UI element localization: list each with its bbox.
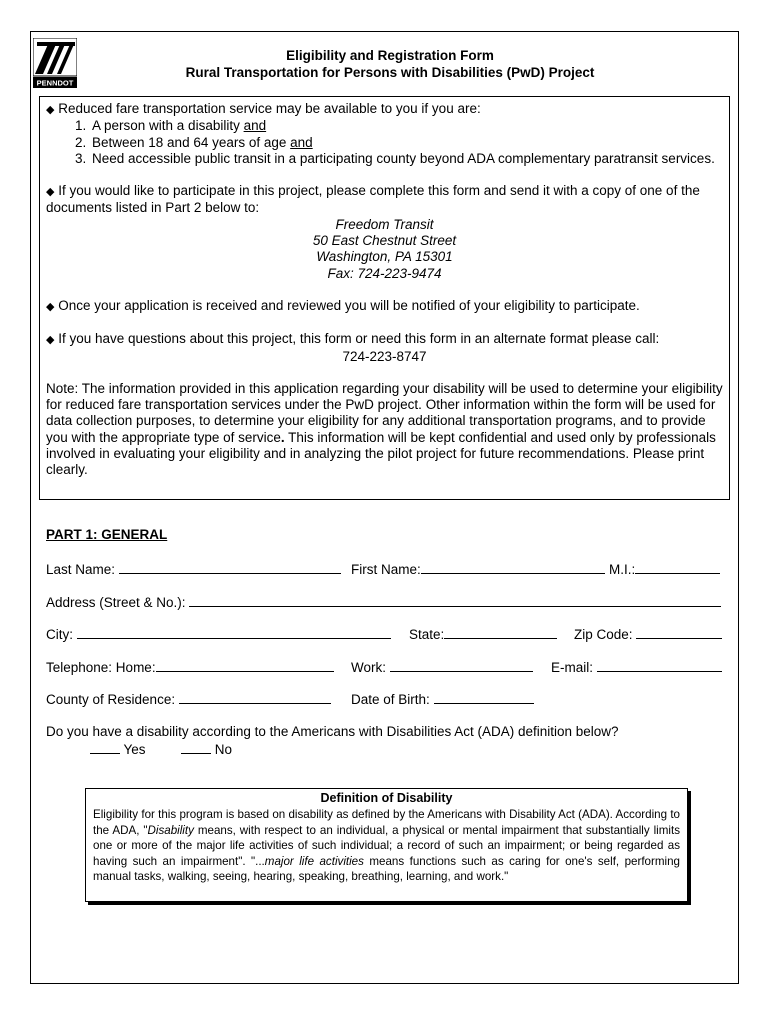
zip-code-line[interactable]: [636, 625, 722, 639]
disability-definition-box: [85, 788, 688, 902]
information-box: [39, 96, 730, 500]
no-label: No: [214, 742, 233, 757]
yes-option[interactable]: [90, 740, 146, 757]
county-field[interactable]: [46, 690, 331, 707]
address-line: Fax: 724-223-9474: [327, 265, 442, 281]
county-label: County of Residence:: [46, 692, 176, 707]
bullet-diamond-icon: ◆: [46, 104, 55, 116]
state-line[interactable]: [444, 625, 557, 639]
address-line: Washington, PA 15301: [316, 249, 453, 265]
address-field[interactable]: [46, 593, 721, 610]
county-row: [46, 690, 726, 708]
home-phone-field[interactable]: [46, 658, 334, 675]
no-line[interactable]: [181, 740, 211, 754]
last-name-field[interactable]: [46, 560, 341, 577]
form-subtitle: Rural Transportation for Persons with Disabilities (PwD) Project: [185, 65, 595, 80]
home-phone-line[interactable]: [156, 658, 334, 672]
city-line[interactable]: [77, 625, 391, 639]
mailing-address: [46, 217, 723, 282]
bullet-diamond-icon: ◆: [46, 186, 55, 199]
zip-code-field[interactable]: [574, 625, 722, 642]
notification-paragraph: ◆ Once your application is received and reviewed you will be notified of your eligibility to participate.: [46, 297, 640, 313]
contact-phone: 724-223-8747: [342, 348, 427, 364]
first-name-line[interactable]: [421, 560, 605, 574]
work-phone-label: Work:: [351, 660, 387, 675]
last-name-label: Last Name:: [46, 562, 116, 577]
logo-text: PENNDOT: [36, 78, 74, 88]
form-header: [100, 47, 680, 81]
city-row: [46, 625, 726, 643]
first-name-label: First Name:: [351, 562, 421, 577]
address-label: Address (Street & No.):: [46, 595, 186, 610]
address-line[interactable]: [189, 593, 721, 607]
address-line: 50 East Chestnut Street: [312, 233, 457, 249]
form-title: Eligibility and Registration Form: [286, 48, 494, 63]
date-of-birth-line[interactable]: [434, 690, 534, 704]
date-of-birth-label: Date of Birth:: [351, 692, 430, 707]
middle-initial-field[interactable]: [609, 560, 720, 577]
questions-paragraph: ◆ If you have questions about this project, this form or need this form in an alternate format please call:: [46, 331, 660, 347]
definition-text: Eligibility for this program is based on disability as defined by the Americans with Disability Act (ADA). According to the ADA, "Disability means, with respect to an individual, a physical or mental impairment that substantially limits one or more of the major life activities of such individual; a record of such an impairment; or being regarded as having such an impairment". "...major life activities means functions such as caring for one's self, performing manual tasks, walking, seeing, hearing, speaking, breathing, learning, and work.": [93, 808, 680, 884]
county-line[interactable]: [179, 690, 331, 704]
date-of-birth-field[interactable]: [351, 690, 534, 707]
yes-label: Yes: [123, 742, 146, 757]
bullet-diamond-icon: ◆: [46, 300, 55, 313]
email-field[interactable]: [551, 658, 722, 675]
name-row: [46, 560, 726, 578]
list-item: 3. Need accessible public transit in a participating county beyond ADA complementary paratransit services.: [90, 151, 723, 167]
list-item: 2. Between 18 and 64 years of age and: [90, 135, 723, 151]
part1-title: PART 1: GENERAL: [46, 527, 168, 542]
address-line: Freedom Transit: [335, 216, 434, 232]
address-row: [46, 593, 726, 611]
no-option[interactable]: [181, 740, 232, 757]
email-label: E-mail:: [551, 660, 594, 675]
requirements-list: [46, 118, 723, 167]
work-phone-line[interactable]: [390, 658, 533, 672]
city-label: City:: [46, 627, 73, 642]
eligibility-intro: ◆ Reduced fare transportation service may be available to you if you are:: [46, 101, 481, 116]
penndot-logo: [33, 38, 77, 88]
note-paragraph: Note: The information provided in this application regarding your disability will be used to determine your eligibility for reduced fare transportation services under the PwD project. Other information within the form will be used for data collection purposes, to determine your eligibility for any additional transportation programs, and to provide you with the appropriate type of service. This information will be kept confidential and used only by professionals involved in evaluating your eligibility and in analyzing the pilot project for future recommendations. Please print clearly.: [46, 380, 723, 478]
work-phone-field[interactable]: [351, 658, 533, 675]
city-field[interactable]: [46, 625, 391, 642]
participate-paragraph: ◆ If you would like to participate in this project, please complete this form and send it with a copy of one of the documents listed in Part 2 below to:: [46, 183, 700, 216]
first-name-field[interactable]: [351, 560, 605, 577]
last-name-line[interactable]: [119, 560, 341, 574]
yes-line[interactable]: [90, 740, 120, 754]
state-field[interactable]: [409, 625, 557, 642]
state-label: State:: [409, 627, 445, 642]
list-item: 1. A person with a disability and: [90, 118, 723, 134]
middle-initial-line[interactable]: [635, 560, 720, 574]
definition-title: Definition of Disability: [320, 791, 453, 805]
home-phone-label: Telephone: Home:: [46, 660, 156, 675]
email-line[interactable]: [597, 658, 722, 672]
bullet-diamond-icon: ◆: [46, 334, 55, 347]
ada-question: Do you have a disability according to the Americans with Disabilities Act (ADA) definition below?: [46, 724, 619, 739]
middle-initial-label: M.I.:: [609, 562, 636, 577]
telephone-row: [46, 658, 726, 676]
zip-code-label: Zip Code:: [574, 627, 633, 642]
